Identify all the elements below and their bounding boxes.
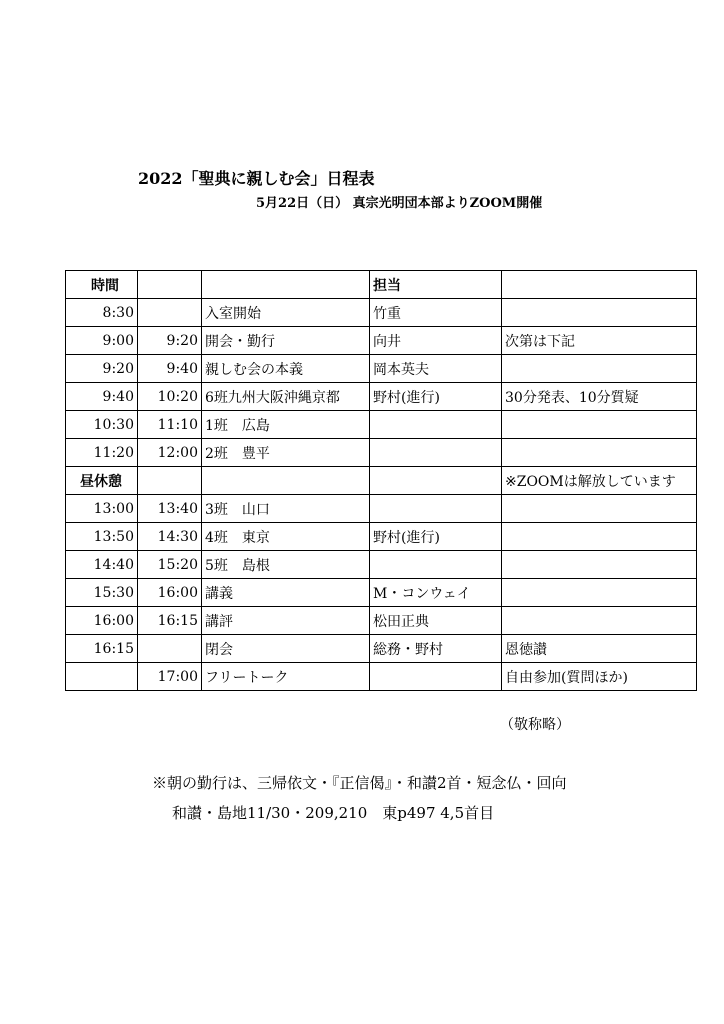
table-row: [66, 327, 697, 355]
cell-time: 9:40: [66, 383, 138, 411]
service-note-line2: 和讃・島地11/30・209,210 東p497 4,5首目: [172, 804, 495, 822]
cell-end-time: 9:20: [138, 327, 202, 355]
cell-item: 4班 東京: [202, 523, 370, 551]
cell-person: 向井: [370, 327, 502, 355]
cell-note: [502, 411, 697, 439]
cell-person: [370, 411, 502, 439]
cell-time: 16:15: [66, 635, 138, 663]
cell-time: 15:30: [66, 579, 138, 607]
cell-end-time: 10:20: [138, 383, 202, 411]
cell-person: 岡本英夫: [370, 355, 502, 383]
cell-note: 次第は下記: [502, 327, 697, 355]
cell-note: [502, 495, 697, 523]
cell-person: [370, 663, 502, 691]
cell-note: 30分発表、10分質疑: [502, 383, 697, 411]
table-row: [66, 663, 697, 691]
cell-time: 10:30: [66, 411, 138, 439]
cell-item: 5班 島根: [202, 551, 370, 579]
cell-note: [502, 439, 697, 467]
cell-end-time: [138, 635, 202, 663]
cell-note: [502, 355, 697, 383]
service-note-line1: ※朝の勤行は、三帰依文・『正信偈』・和讃2首・短念仏・回向: [152, 774, 567, 792]
cell-end-time: 13:40: [138, 495, 202, 523]
cell-person: 野村(進行): [370, 523, 502, 551]
cell-person: [370, 551, 502, 579]
table-row: [66, 355, 697, 383]
table-row: [66, 551, 697, 579]
cell-end-time: 15:20: [138, 551, 202, 579]
cell-note: [502, 551, 697, 579]
table-row: [66, 607, 697, 635]
cell-time: 14:40: [66, 551, 138, 579]
header-start: [138, 271, 202, 299]
cell-item: 3班 山口: [202, 495, 370, 523]
header-time: 時間: [66, 271, 138, 299]
cell-person: [370, 467, 502, 495]
table-header-row: [66, 271, 697, 299]
cell-person: 総務・野村: [370, 635, 502, 663]
cell-time: 13:00: [66, 495, 138, 523]
cell-item: [202, 467, 370, 495]
table-row: [66, 439, 697, 467]
cell-end-time: 11:10: [138, 411, 202, 439]
cell-item: 講義: [202, 579, 370, 607]
cell-time: [66, 663, 138, 691]
cell-time: 8:30: [66, 299, 138, 327]
table-row: [66, 299, 697, 327]
header-person: 担当: [370, 271, 502, 299]
cell-item: 2班 豊平: [202, 439, 370, 467]
cell-time: 16:00: [66, 607, 138, 635]
cell-end-time: 9:40: [138, 355, 202, 383]
cell-person: [370, 495, 502, 523]
page-title: 2022「聖典に親しむ会」日程表: [138, 169, 375, 188]
table-row: [66, 579, 697, 607]
table-row: [66, 411, 697, 439]
cell-person: 松田正典: [370, 607, 502, 635]
table-row: [66, 383, 697, 411]
cell-end-time: 16:00: [138, 579, 202, 607]
cell-end-time: 14:30: [138, 523, 202, 551]
table-row: [66, 467, 697, 495]
cell-time: 9:00: [66, 327, 138, 355]
cell-end-time: [138, 467, 202, 495]
cell-note: [502, 607, 697, 635]
cell-person: 竹重: [370, 299, 502, 327]
cell-end-time: 17:00: [138, 663, 202, 691]
table-row: [66, 523, 697, 551]
table-row: [66, 495, 697, 523]
cell-time: 13:50: [66, 523, 138, 551]
table-row: [66, 635, 697, 663]
cell-note: 恩徳讃: [502, 635, 697, 663]
cell-note: [502, 579, 697, 607]
cell-item: フリートーク: [202, 663, 370, 691]
cell-item: 1班 広島: [202, 411, 370, 439]
cell-note: 自由参加(質問ほか): [502, 663, 697, 691]
cell-time: 11:20: [66, 439, 138, 467]
cell-item: 親しむ会の本義: [202, 355, 370, 383]
cell-person: [370, 439, 502, 467]
schedule-table: [65, 270, 697, 691]
cell-item: 講評: [202, 607, 370, 635]
cell-person: 野村(進行): [370, 383, 502, 411]
cell-note: [502, 523, 697, 551]
cell-end-time: 12:00: [138, 439, 202, 467]
cell-time: 9:20: [66, 355, 138, 383]
header-item: [202, 271, 370, 299]
cell-item: 入室開始: [202, 299, 370, 327]
header-note: [502, 271, 697, 299]
cell-item: 6班九州大阪沖縄京都: [202, 383, 370, 411]
cell-end-time: 16:15: [138, 607, 202, 635]
cell-note: [502, 299, 697, 327]
honorific-note: （敬称略）: [500, 717, 570, 733]
cell-time: 昼休憩: [66, 467, 138, 495]
cell-person: M・コンウェイ: [370, 579, 502, 607]
cell-end-time: [138, 299, 202, 327]
cell-note: ※ZOOMは解放しています: [502, 467, 697, 495]
cell-item: 開会・勤行: [202, 327, 370, 355]
cell-item: 閉会: [202, 635, 370, 663]
page-subtitle: 5月22日（日） 真宗光明団本部よりZOOM開催: [256, 196, 543, 211]
